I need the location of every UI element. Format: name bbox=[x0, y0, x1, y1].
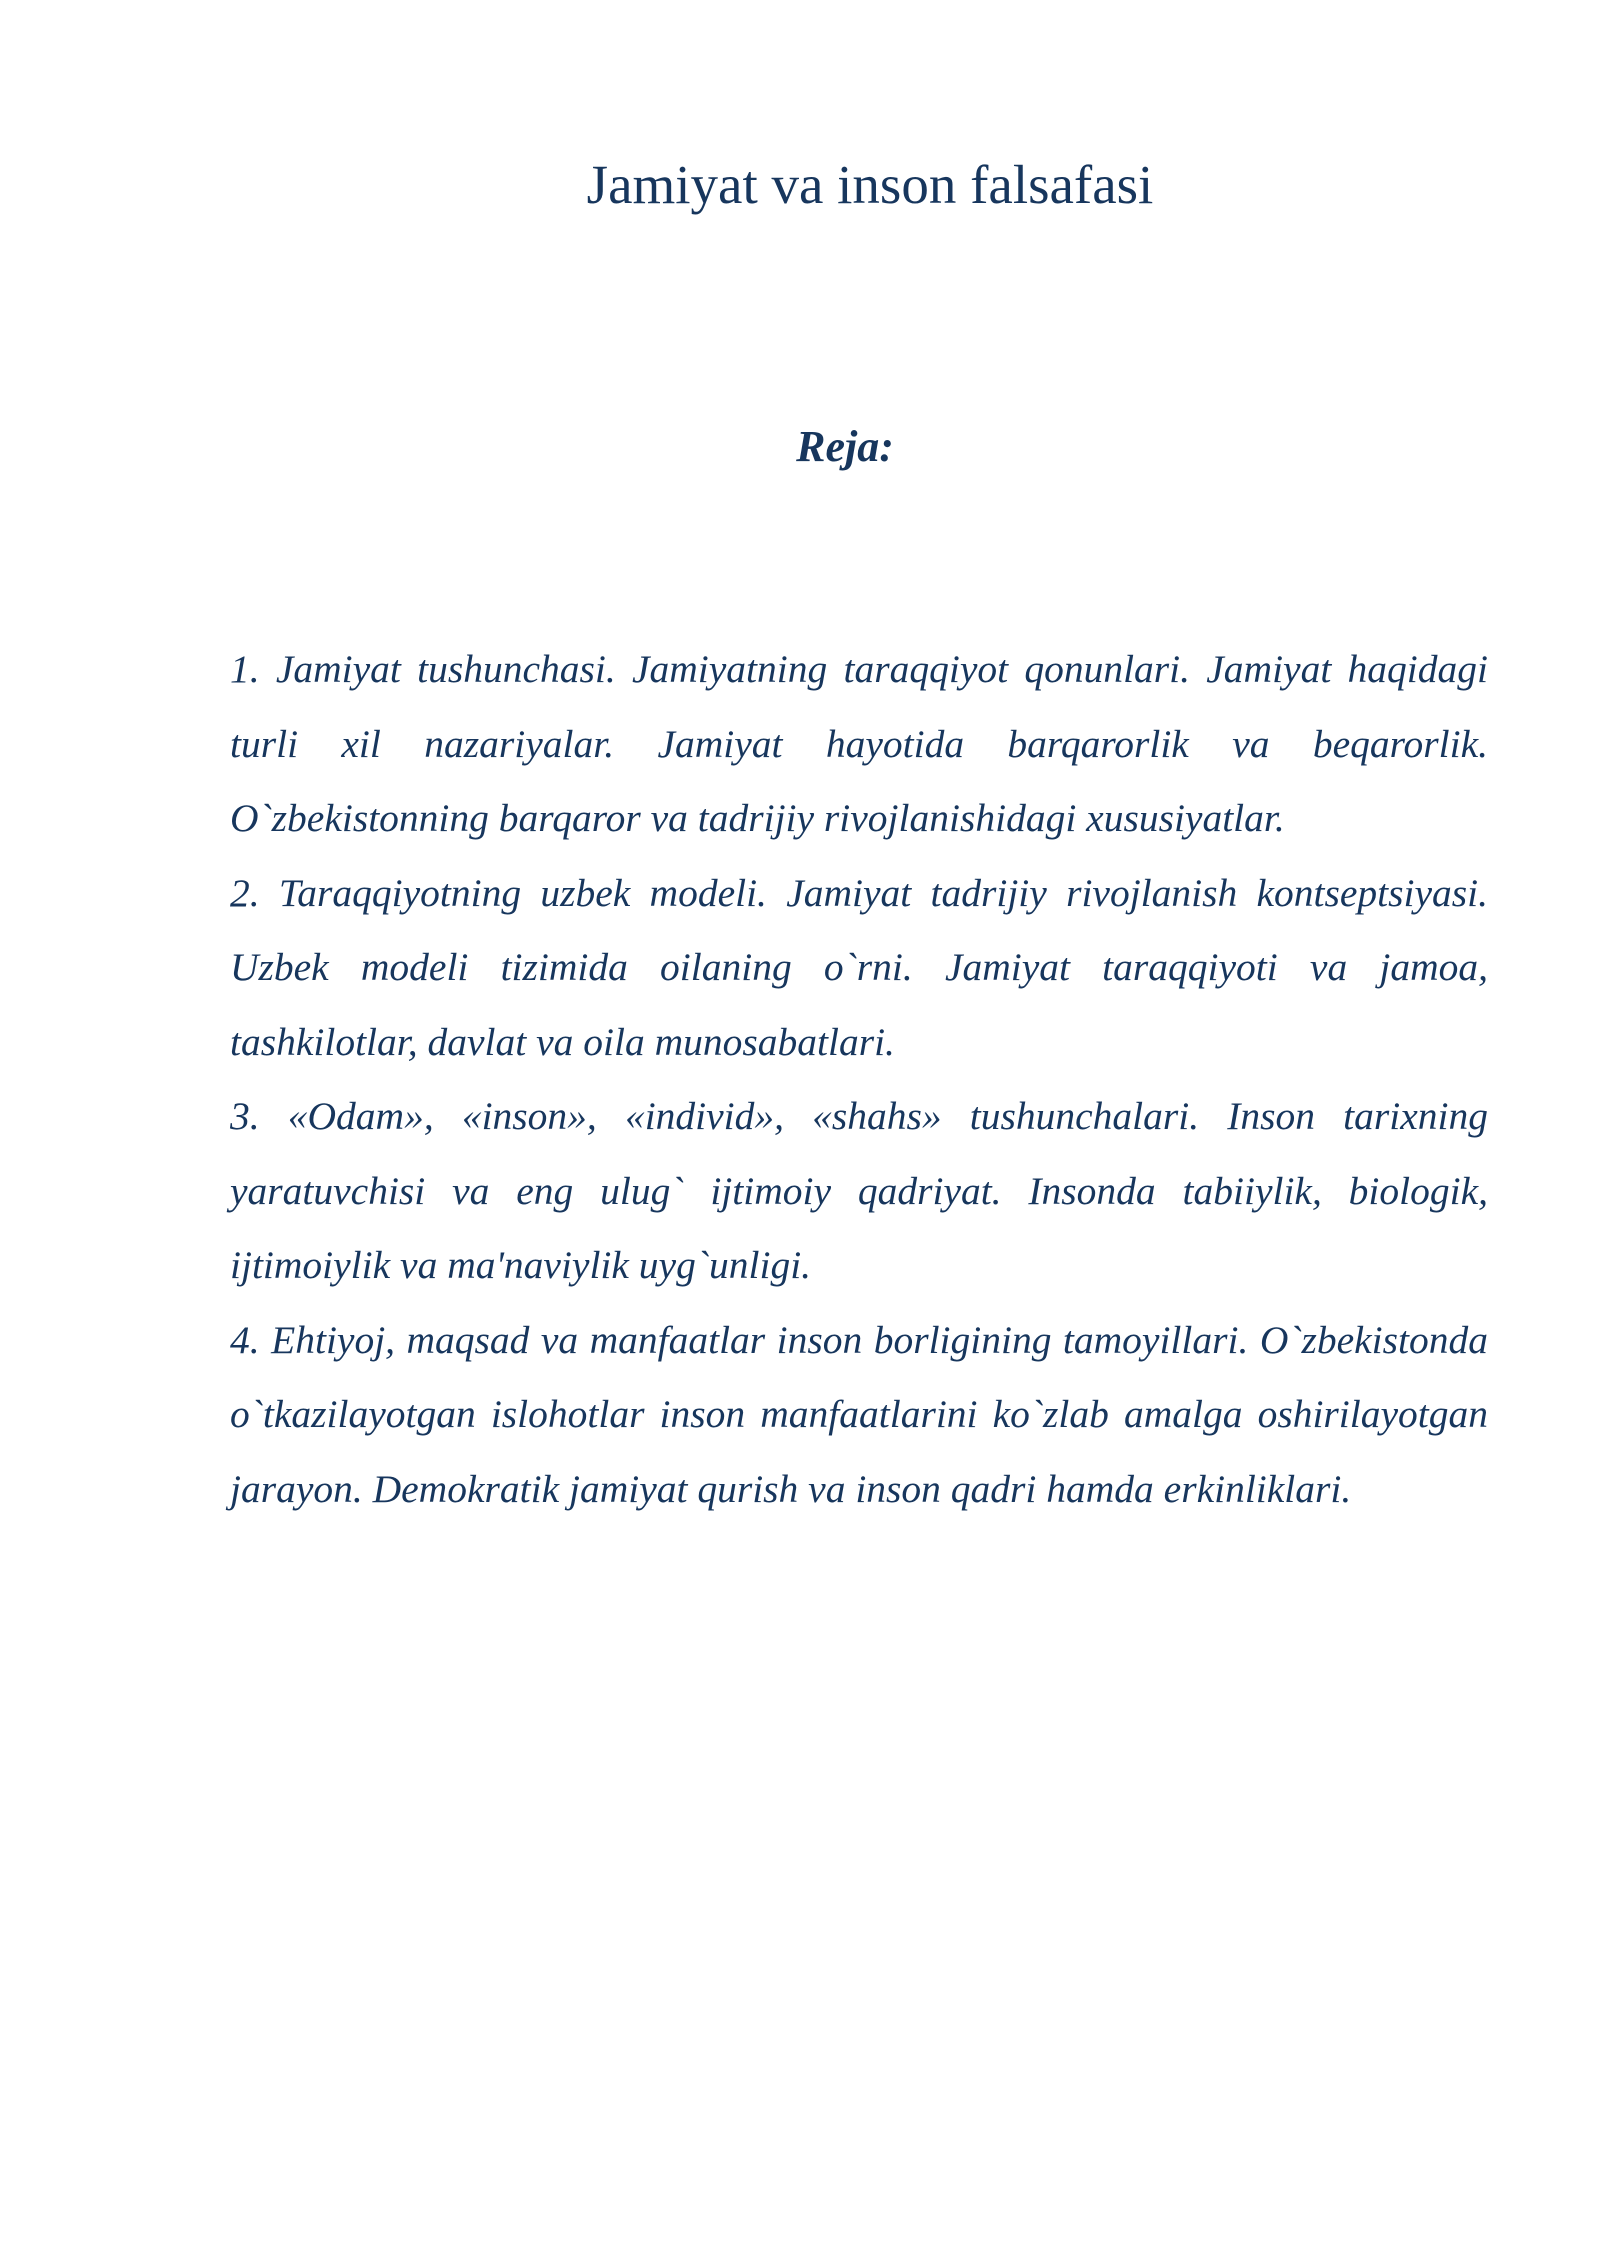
plan-item-4: 4. Ehtiyoj, maqsad va manfaatlar inson borligining tamoyillari. O`zbekistonda o`tkazilayotgan islohotlar inson manfaatlarini ko`zlab amalga oshirilayotgan jarayon. Demokratik jamiyat qurish va inson qadri hamda erkinliklari. bbox=[230, 1317, 1488, 1511]
document-title: Jamiyat va inson falsafasi bbox=[586, 154, 1154, 215]
plan-list bbox=[230, 632, 1488, 1526]
plan-item-1: 1. Jamiyat tushunchasi. Jamiyatning taraqqiyot qonunlari. Jamiyat haqidagi turli xil nazariyalar. Jamiyat hayotida barqarorlik va beqarorlik. O`zbekistonning barqaror va tadrijiy rivojlanishidagi xususiyatlar. bbox=[230, 647, 1488, 840]
plan-heading: Reja: bbox=[796, 422, 894, 471]
plan-item-3: 3. «Odam», «inson», «individ», «shahs» tushunchalari. Inson tarixning yaratuvchisi va eng ulug` ijtimoiy qadriyat. Insonda tabiiylik, biologik, ijtimoiylik va ma'naviylik uyg`unligi. bbox=[230, 1094, 1488, 1287]
plan-item-2: 2. Taraqqiyotning uzbek modeli. Jamiyat tadrijiy rivojlanish kontseptsiyasi. Uzbek modeli tizimida oilaning o`rni. Jamiyat taraqqiyoti va jamoa, tashkilotlar, davlat va oila munosabatlari. bbox=[230, 870, 1488, 1064]
